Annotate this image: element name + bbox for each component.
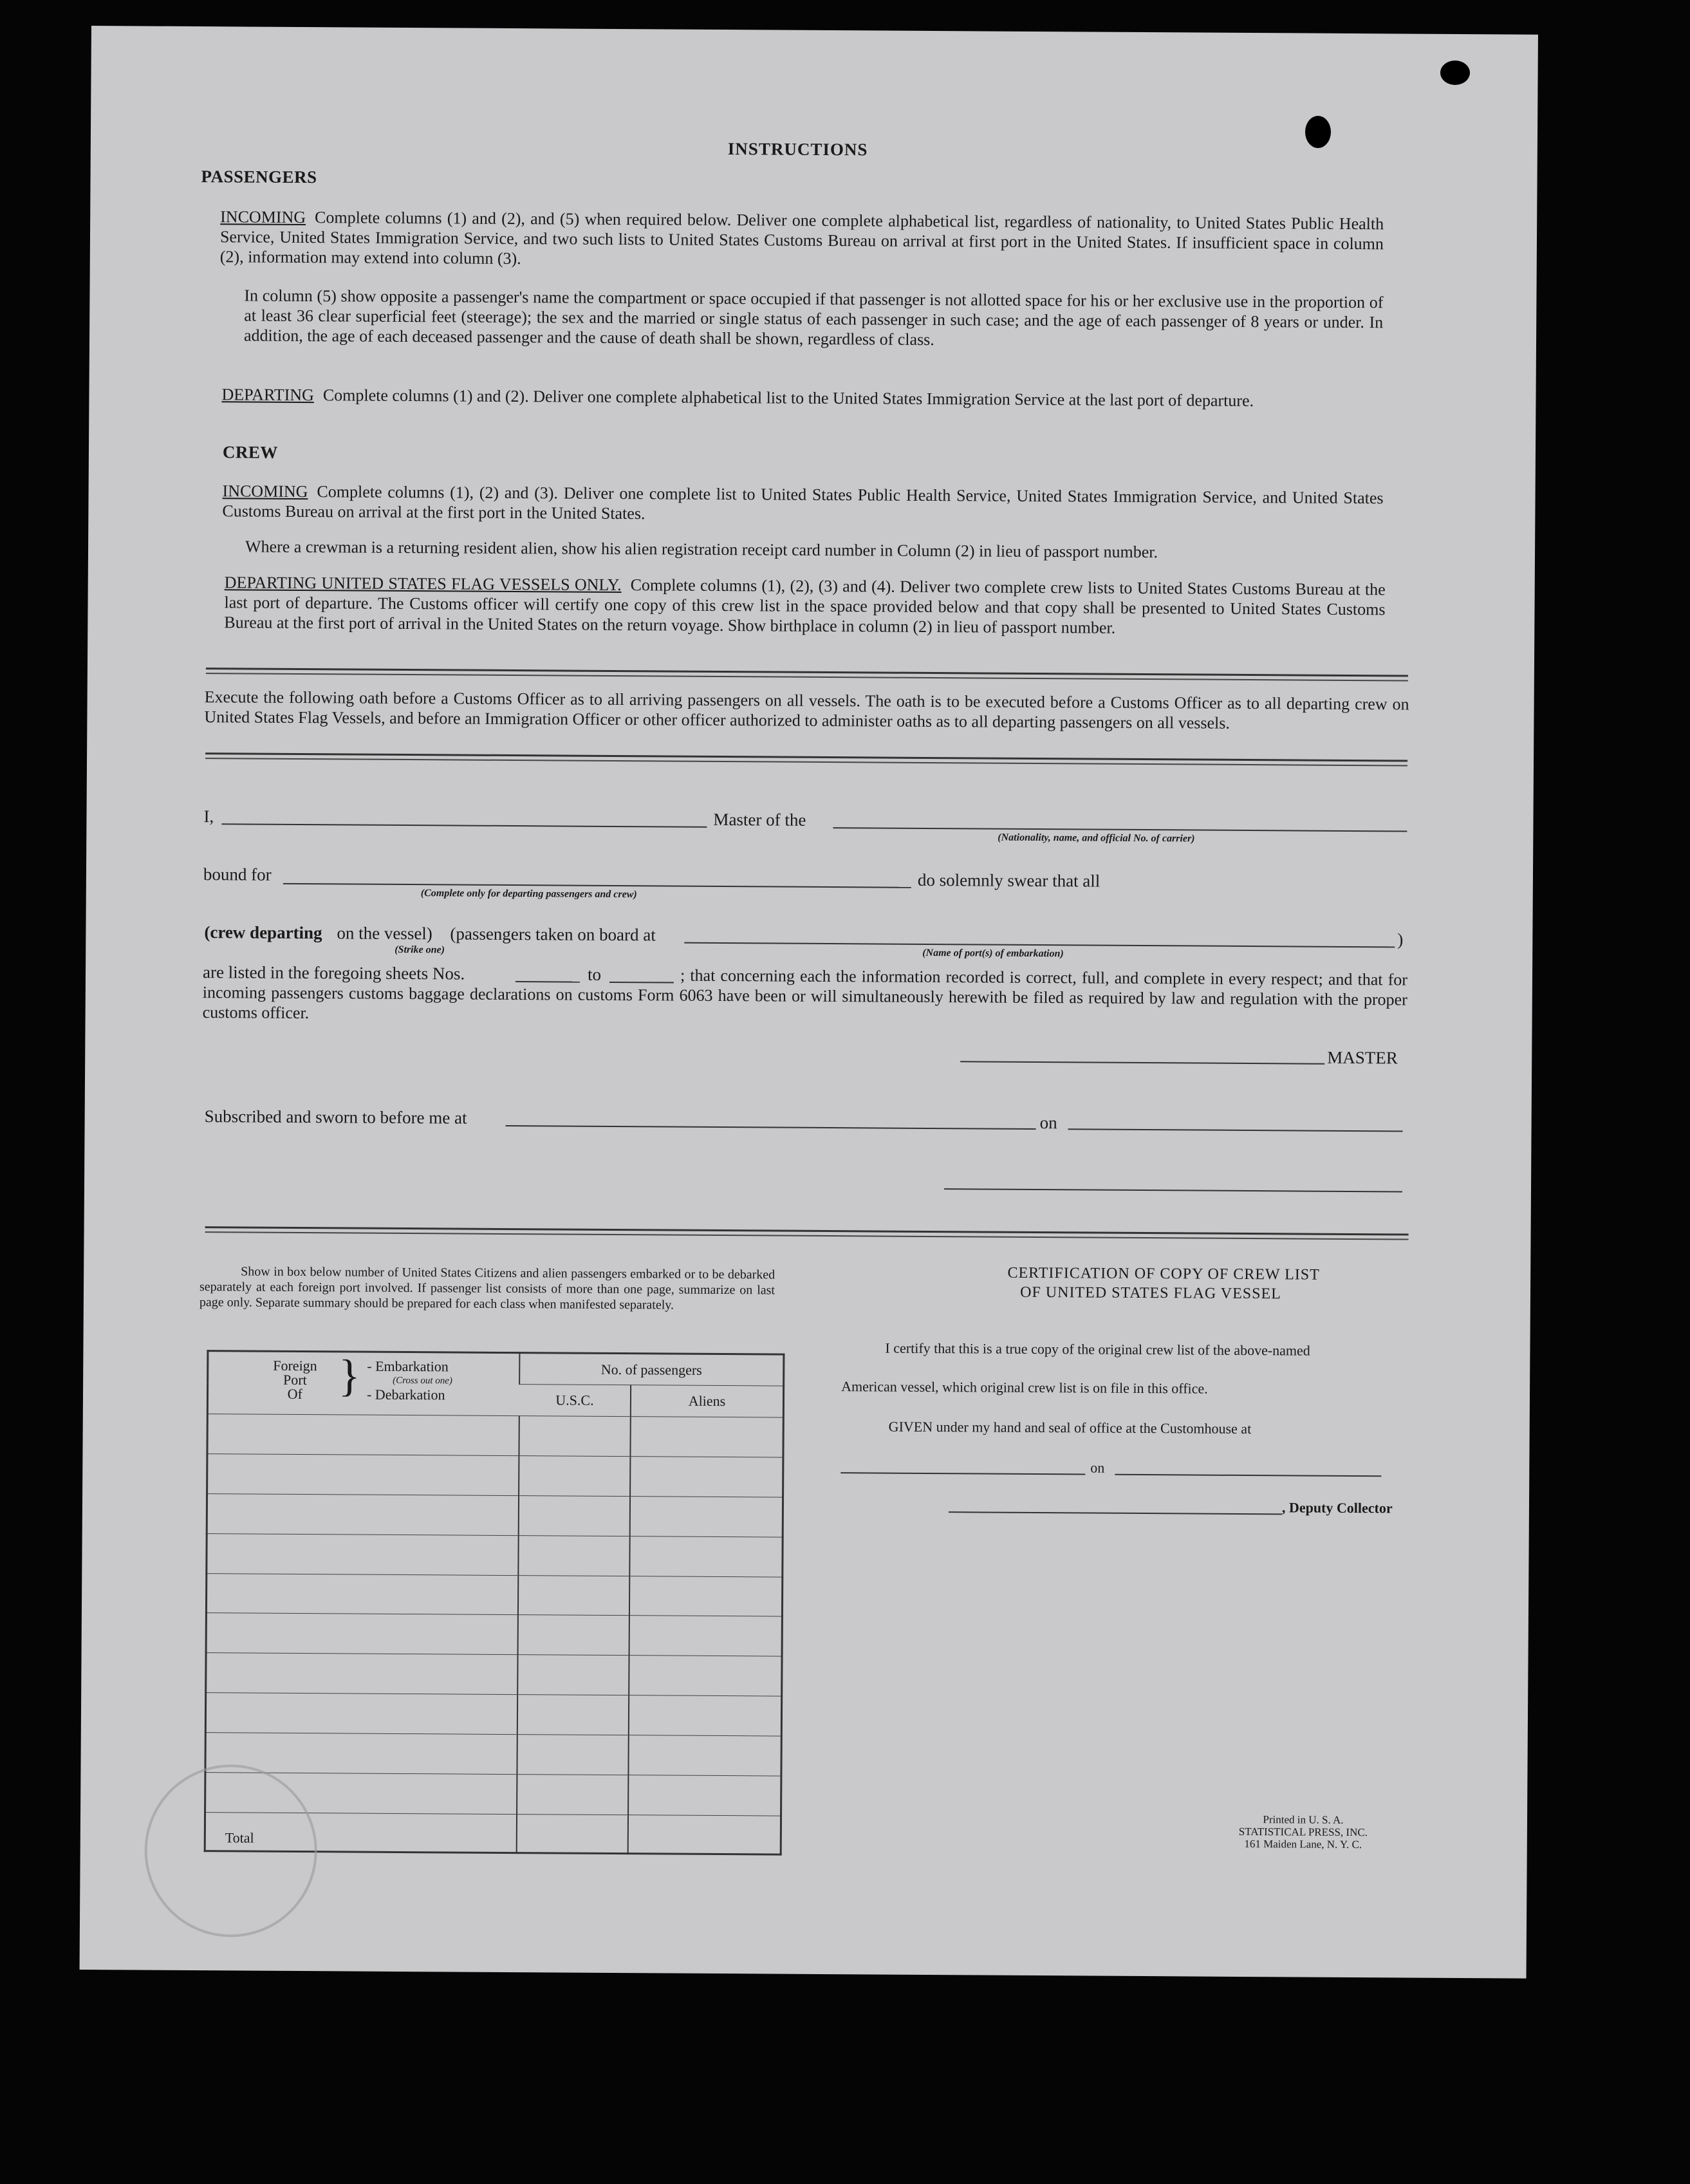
table-row <box>206 1653 782 1696</box>
carrier-field[interactable] <box>833 827 1407 832</box>
passengers-departing-text: Complete columns (1) and (2). Deliver one complete alphabetical list to the United States Immigration Service at the last port of departure. <box>322 386 1254 411</box>
certification-title-line1: CERTIFICATION OF COPY OF CREW LIST <box>1007 1264 1320 1283</box>
total-label: Total <box>205 1813 517 1853</box>
table-row <box>206 1573 782 1616</box>
aliens-cell[interactable] <box>630 1417 783 1457</box>
table-row <box>206 1613 782 1656</box>
swear-label: do solemnly swear that all <box>917 870 1100 891</box>
crew-incoming-paragraph-2: Where a crewman is a returning resident alien, show his alien registration receipt card number in Column (2) in lieu of passport number. <box>245 537 1158 562</box>
port-label: Port <box>283 1371 307 1388</box>
divider <box>206 667 1408 677</box>
foreign-label: Foreign <box>273 1357 317 1374</box>
punch-hole <box>1305 116 1331 148</box>
certification-title-line2: OF UNITED STATES FLAG VESSEL <box>1020 1283 1281 1303</box>
page-title: INSTRUCTIONS <box>727 139 868 160</box>
usc-cell[interactable] <box>517 1655 629 1695</box>
passenger-summary-table <box>204 1350 785 1855</box>
port-cell[interactable] <box>206 1653 518 1695</box>
deputy-collector-signature-field[interactable] <box>949 1511 1282 1515</box>
cross-out-caption: (Cross out one) <box>393 1375 452 1386</box>
subscribed-label: Subscribed and sworn to before me at <box>204 1106 467 1128</box>
aliens-cell[interactable] <box>629 1656 782 1696</box>
brace-icon: } <box>338 1351 361 1401</box>
faded-stamp <box>144 1764 318 1938</box>
bound-for-label: bound for <box>203 864 272 884</box>
usc-cell[interactable] <box>517 1775 628 1815</box>
bound-for-field[interactable] <box>283 883 911 888</box>
aliens-cell[interactable] <box>630 1457 783 1497</box>
crew-departing-text: Complete columns (1), (2), (3) and (4). Deliver two complete crew lists to United States Customs Bureau at the last port of departure. The Customs officer will certify one copy of this crew list in the space provided below and that copy shall be presented to United States Customs Bureau at the first port of arrival in the United States on the return voyage. Show birthplace in column (2) in lieu of passport number. <box>224 575 1386 637</box>
sworn-on-label: on <box>1039 1113 1057 1133</box>
sworn-place-field[interactable] <box>506 1125 1036 1130</box>
master-of-the-label: Master of the <box>713 809 806 830</box>
table-row <box>207 1414 783 1457</box>
punch-hole <box>1440 61 1470 85</box>
officer-signature-field[interactable] <box>944 1188 1402 1192</box>
listed-in-label: are listed in the foregoing sheets Nos. <box>202 962 465 984</box>
table-row <box>205 1733 781 1776</box>
usc-cell[interactable] <box>519 1495 630 1536</box>
nationality-caption: (Nationality, name, and official No. of carrier) <box>998 832 1195 845</box>
document-page <box>80 26 1538 1979</box>
of-label: Of <box>287 1385 302 1403</box>
usc-cell[interactable] <box>519 1455 630 1496</box>
complete-only-caption: (Complete only for departing passengers and crew) <box>420 888 637 901</box>
table-row <box>207 1454 783 1497</box>
strike-one-caption: (Strike one) <box>395 944 445 956</box>
aliens-cell[interactable] <box>629 1576 783 1616</box>
embarkation-option[interactable]: - Embarkation <box>367 1358 449 1375</box>
passengers-departing-lead: DEPARTING <box>221 385 314 405</box>
usc-cell[interactable] <box>518 1615 629 1656</box>
oath-note: Execute the following oath before a Customs Officer as to all arriving passengers on all vessels. The oath is to be executed before a Customs Officer as to all departing crew on United States Flag Vessels, and before an Immigration Officer or other officer authorized to administer oaths as to all departing passengers on all vessels. <box>204 687 1409 733</box>
usc-cell[interactable] <box>518 1575 629 1616</box>
aliens-cell[interactable] <box>628 1775 781 1816</box>
customhouse-field[interactable] <box>840 1472 1085 1475</box>
debarkation-option[interactable]: - Debarkation <box>366 1386 445 1403</box>
certify-line-1: I certify that this is a true copy of the original crew list of the above-named <box>885 1339 1310 1359</box>
port-cell[interactable] <box>206 1573 518 1615</box>
embarkation-options <box>367 1359 452 1403</box>
certification-title <box>945 1263 1382 1304</box>
sworn-date-field[interactable] <box>1068 1128 1403 1132</box>
summary-instructions: Show in box below number of United States Citizens and alien passengers embarked or to be debarked separately at each foreign port involved. If passenger list consists of more than one page, summarize on last page only. Separate summary should be prepared for each class when manifested separately. <box>199 1264 775 1312</box>
printer-line-2: STATISTICAL PRESS, INC. <box>1238 1825 1368 1839</box>
embarkation-ports-field[interactable] <box>684 942 1395 948</box>
port-cell[interactable] <box>207 1454 519 1496</box>
oath-statement: ; that concerning each the information recorded is correct, full, and complete in every respect; and that for incoming passengers customs baggage declarations on customs Form 6063 have been or will simultaneously herewith be filed as required by law and regulation with the proper customs officer. <box>202 966 1408 1023</box>
total-usc-cell[interactable] <box>517 1815 628 1854</box>
port-cell[interactable] <box>207 1533 519 1575</box>
port-cell[interactable] <box>205 1693 517 1735</box>
passengers-incoming-text: Complete columns (1) and (2), and (5) when required below. Deliver one complete alphabetical list, regardless of nationality, to United States Public Health Service, United States Immigration Service, and two such lists to United States Customs Bureau on arrival at first port in the United States. If insufficient space in column (2), information may extend into column (3). <box>219 208 1384 268</box>
port-header-cell <box>207 1351 519 1416</box>
total-aliens-cell[interactable] <box>628 1815 781 1854</box>
crew-departing-paragraph <box>224 572 1386 639</box>
crew-departing-lead: DEPARTING UNITED STATES FLAG VESSELS ONLY. <box>224 573 622 595</box>
printer-line-1: Printed in U. S. A. <box>1263 1813 1344 1826</box>
usc-header: U.S.C. <box>519 1385 631 1417</box>
passengers-departing-paragraph <box>221 384 1382 411</box>
port-cell[interactable] <box>207 1493 519 1535</box>
table-row <box>207 1533 783 1576</box>
given-line: GIVEN under my hand and seal of office at the Customhouse at <box>888 1418 1252 1437</box>
table-header-row <box>208 1351 784 1386</box>
on-the-vessel-label: on the vessel) <box>337 923 432 944</box>
usc-cell[interactable] <box>518 1535 629 1576</box>
master-name-field[interactable] <box>221 823 707 828</box>
usc-cell[interactable] <box>517 1735 628 1775</box>
certification-date-field[interactable] <box>1115 1474 1381 1477</box>
passengers-taken-option[interactable]: (passengers taken on board at <box>450 924 656 945</box>
passengers-incoming-paragraph-2: In column (5) show opposite a passenger's name the compartment or space occupied if that passenger is not allotted space for his or her exclusive use in the proportion of at least 36 clear superficial feet (steerage); the sex and the married or single status of each passenger in such case; and the age of each passenger of 8 years or under. In addition, the age of each deceased passenger and the cause of death shall be shown, regardless of class. <box>243 286 1384 350</box>
usc-cell[interactable] <box>519 1416 630 1457</box>
divider <box>205 752 1407 761</box>
passengers-incoming-paragraph <box>220 207 1384 274</box>
crew-heading: CREW <box>222 442 279 462</box>
printer-imprint <box>1207 1813 1400 1851</box>
name-of-ports-caption: (Name of port(s) of embarkation) <box>922 947 1064 960</box>
master-signature-field[interactable] <box>960 1061 1324 1064</box>
crew-incoming-text: Complete columns (1), (2) and (3). Deliver one complete list to United States Public Health Service, United States Immigration Service, and United States Customs Bureau on arrival at the first port in the United States. <box>222 482 1384 523</box>
divider <box>205 1226 1409 1235</box>
crew-departing-option[interactable]: (crew departing <box>204 922 322 943</box>
usc-cell[interactable] <box>517 1695 629 1735</box>
passengers-incoming-lead: INCOMING <box>220 207 306 227</box>
printer-line-3: 161 Maiden Lane, N. Y. C. <box>1244 1837 1362 1851</box>
master-label: MASTER <box>1327 1047 1398 1068</box>
close-paren: ) <box>1397 929 1404 949</box>
aliens-cell[interactable] <box>628 1735 781 1776</box>
crew-incoming-lead: INCOMING <box>222 481 308 501</box>
oath-i-label: I, <box>203 807 214 826</box>
aliens-cell[interactable] <box>629 1616 783 1656</box>
aliens-cell[interactable] <box>629 1695 782 1736</box>
crew-incoming-paragraph <box>222 481 1383 528</box>
to-label: to <box>587 964 602 984</box>
port-cell[interactable] <box>206 1613 518 1655</box>
table-row <box>207 1493 783 1536</box>
certify-line-2: American vessel, which original crew list is on file in this office. <box>841 1378 1208 1397</box>
no-of-passengers-header: No. of passengers <box>519 1353 784 1386</box>
certification-on-label: on <box>1090 1459 1105 1476</box>
port-cell[interactable] <box>207 1414 519 1456</box>
foreign-port-of-label <box>273 1359 317 1401</box>
aliens-cell[interactable] <box>630 1496 783 1536</box>
aliens-header: Aliens <box>631 1385 784 1417</box>
deputy-collector-label: , Deputy Collector <box>1281 1499 1393 1517</box>
table-row <box>205 1693 781 1736</box>
aliens-cell[interactable] <box>629 1536 783 1576</box>
passengers-heading: PASSENGERS <box>201 167 317 187</box>
